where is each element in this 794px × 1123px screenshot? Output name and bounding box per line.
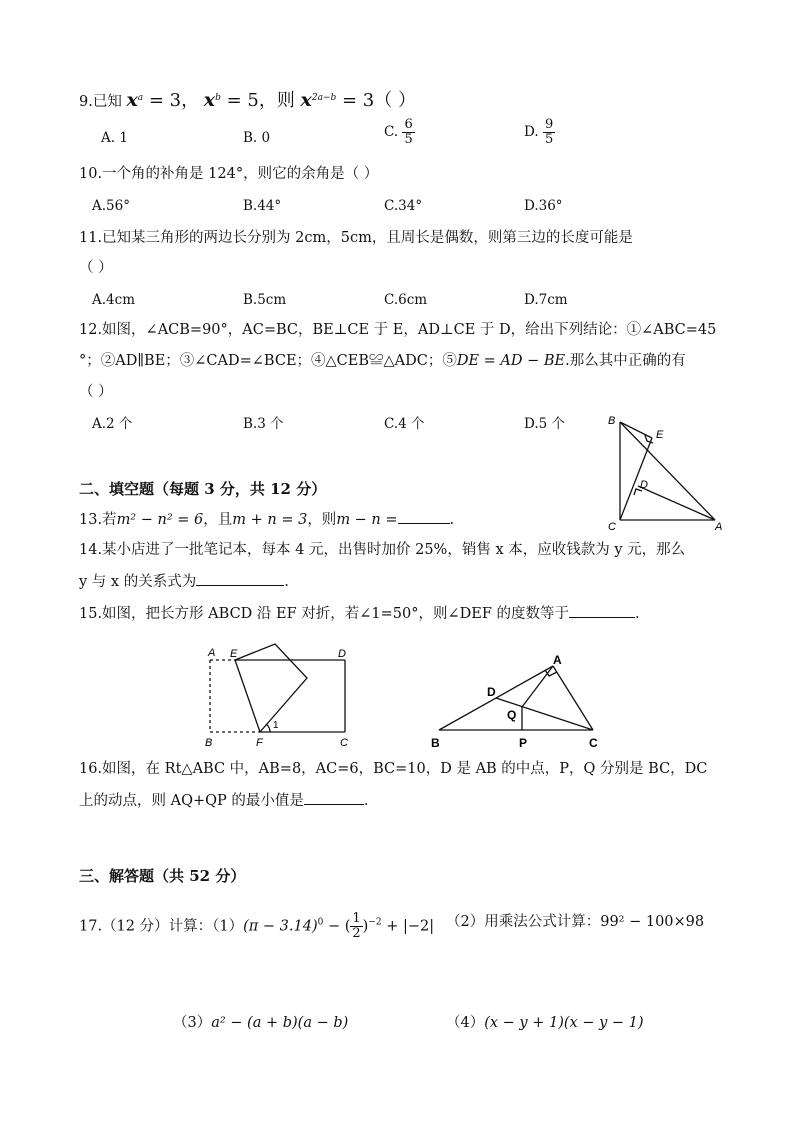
q12-conclusion-5: DE = AD − BE [456, 353, 566, 369]
q12-figure [600, 408, 730, 533]
q12-option-a: A.2 个 [92, 416, 133, 432]
q15-label-c: C [340, 737, 348, 749]
q13-stem [79, 509, 454, 530]
q9-option-b: B. 0 [243, 130, 271, 146]
q9-option-d-fraction [543, 118, 555, 147]
q11-option-d: D.7cm [524, 292, 568, 308]
q12-segment-be [620, 422, 652, 438]
q13-target: m − n = [336, 512, 398, 528]
q15-original-edge [210, 660, 260, 732]
q9-option-d [524, 118, 555, 147]
q9-x-var2: x [203, 88, 216, 111]
q11-stem-line1: 11.已知某三角形的两边长分别为 2cm，5cm，且周长是偶数，则第三边的长度可能是 [79, 230, 633, 246]
q11-option-a: A.4cm [92, 292, 135, 308]
q12-conclusions: °；②AD∥BE；③∠CAD=∠BCE；④△CEB≌△ADC；⑤ [79, 353, 457, 369]
q12-option-c: C.4 个 [384, 416, 425, 432]
q15-fold-line [235, 660, 260, 732]
q16-question: 上的动点，则 AQ+QP 的最小值是 [79, 793, 304, 809]
q16-stem-line1: 16.如图，在 Rt△ABC 中，AB=8，AC=6，BC=10，D 是 AB 的中点，P，Q 分别是 BC，DC [79, 761, 708, 777]
q9-prefix: 9.已知 [79, 93, 122, 110]
q17-part1-term1: (π − 3.14) [243, 918, 318, 935]
q17-part4-label: （4） [446, 1015, 485, 1031]
q17-part1-fraction [350, 912, 362, 941]
q14-end: . [284, 574, 289, 590]
q9-option-c [384, 118, 415, 147]
q14-stem-line1: 14.某小店进了一批笔记本，每本 4 元，出售时加价 25%，销售 x 本，应收钱款为 y 元，那么 [79, 542, 686, 558]
q12-label-b: B [608, 415, 616, 427]
q17-part1-abs: + |−2| [381, 918, 435, 935]
section2-title: 二、填空题（每题 3 分，共 12 分） [79, 480, 327, 498]
q16-answer-blank[interactable] [304, 790, 364, 805]
q15-answer-blank[interactable] [569, 603, 635, 618]
q12-label-e: E [656, 429, 664, 441]
q12-label-d: D [640, 479, 648, 491]
q17-part4-expr: (x − y + 1)(x − y − 1) [484, 1015, 644, 1031]
q10-option-c: C.34° [384, 198, 423, 214]
q12-segment-ad [638, 486, 715, 520]
q16-label-c: C [589, 736, 598, 750]
q16-label-b: B [431, 736, 440, 750]
q17-part2: （2）用乘法公式计算：99² − 100×98 [446, 914, 705, 930]
q17-part3 [173, 1013, 348, 1033]
q15-label-b: B [205, 737, 213, 749]
q13-eq1: m² − n² = 6 [116, 512, 204, 528]
q15-end: . [635, 606, 640, 622]
q9-x-var: x [126, 88, 138, 111]
q16-figure-triangle [425, 650, 610, 755]
q11-option-c: C.6cm [384, 292, 428, 308]
q11-stem-line2: （ ） [79, 260, 113, 276]
q9-c-den: 5 [404, 132, 413, 147]
q10-option-d: D.36° [524, 198, 563, 214]
q13-eq2: m + n = 3 [232, 512, 308, 528]
q14-relation: y 与 x 的关系式为 [79, 574, 197, 590]
q15-question: 15.如图，把长方形 ABCD 沿 EF 对折，若∠1=50°，则∠DEF 的度数等于 [79, 606, 570, 622]
q16-side-ac [553, 666, 593, 730]
q15-label-a: A [208, 647, 216, 659]
q16-label-q: Q [507, 708, 517, 722]
q15-label-d: D [338, 648, 346, 660]
q15-stem [79, 603, 640, 624]
q16-end: . [363, 793, 369, 809]
q9-option-c-fraction [402, 118, 414, 147]
q14-stem-line2 [79, 571, 289, 592]
q9-option-a: A. 1 [101, 130, 128, 146]
q12-option-b: B.3 个 [243, 416, 284, 432]
q16-label-a: A [553, 653, 562, 667]
q11-option-b: B.5cm [243, 292, 287, 308]
q14-answer-blank[interactable] [196, 571, 284, 586]
q13-prefix: 13.若 [79, 512, 117, 528]
q9-eq2: = 5，则 [220, 89, 301, 111]
q12-label-a: A [715, 521, 723, 533]
section3-title: 三、解答题（共 52 分） [79, 867, 246, 885]
q9-d-den: 5 [544, 132, 554, 147]
q17-part3-expr: a² − (a + b)(a − b) [211, 1015, 349, 1031]
q12-stem-line3: （ ） [79, 384, 113, 400]
q16-label-p: P [519, 736, 528, 750]
q9-x-var3: x [300, 88, 312, 111]
q9-stem: 9.已知 $x^a = 3$， $x^b = 5$，则 $x^{2a-b} = 3$（ ） [79, 88, 416, 111]
q17-stem: 17.（12 分）计算：$(1)(\pi - 3.14)^0$ − ( $\frac{1}{2}$ )$^{-2}$ + |−2| [79, 911, 435, 941]
q9-option-d-label: D. [524, 124, 539, 140]
q16-stem-line2 [79, 790, 368, 811]
q17-part1-close: ) [362, 918, 369, 935]
q13-end: . [449, 512, 455, 528]
q9-option-c-label: C. [384, 124, 399, 140]
q13-and: ，且 [203, 512, 233, 528]
q16-label-d: D [487, 685, 496, 699]
q15-figure-fold [200, 630, 365, 750]
q12-stem-line1: 12.如图，∠ACB=90°，AC=BC，BE⊥CE 于 E，AD⊥CE 于 D，给出下列结论：①∠ABC=45 [79, 322, 717, 338]
q15-label-e: E [230, 648, 238, 660]
q17-part1-minus: − ( [323, 918, 351, 935]
q9-c-num: 6 [404, 117, 413, 132]
q12-segment-ba [620, 422, 715, 520]
q9-eq3: = 3（ ） [336, 89, 416, 111]
q10-option-a: A.56° [92, 198, 130, 214]
q9-d-num: 9 [544, 117, 554, 132]
q15-label-angle-1: 1 [273, 720, 279, 731]
q12-stem-line2 [79, 351, 686, 371]
q10-stem: 10.一个角的补角是 124°，则它的余角是（ ） [79, 166, 379, 182]
q17-part3-label: （3） [173, 1015, 212, 1031]
q17-part4 [446, 1013, 644, 1033]
q15-label-f: F [256, 737, 263, 749]
q16-segment-aq [522, 666, 553, 707]
q17-frac-num: 1 [352, 911, 361, 926]
q12-question: .那么其中正确的有 [565, 353, 686, 369]
q13-answer-blank[interactable] [398, 509, 450, 524]
q15-folded-part [235, 644, 307, 732]
q12-option-d: D.5 个 [524, 416, 566, 432]
q10-option-b: B.44° [243, 198, 282, 214]
q17-frac-den: 2 [352, 926, 361, 941]
q17-lead: 17.（12 分）计算：（1） [79, 918, 244, 935]
q13-then: ，则 [307, 512, 337, 528]
q9-eq1: = 3， [143, 89, 200, 111]
q15-angle-arc [266, 724, 270, 732]
q12-label-c: C [608, 521, 616, 533]
